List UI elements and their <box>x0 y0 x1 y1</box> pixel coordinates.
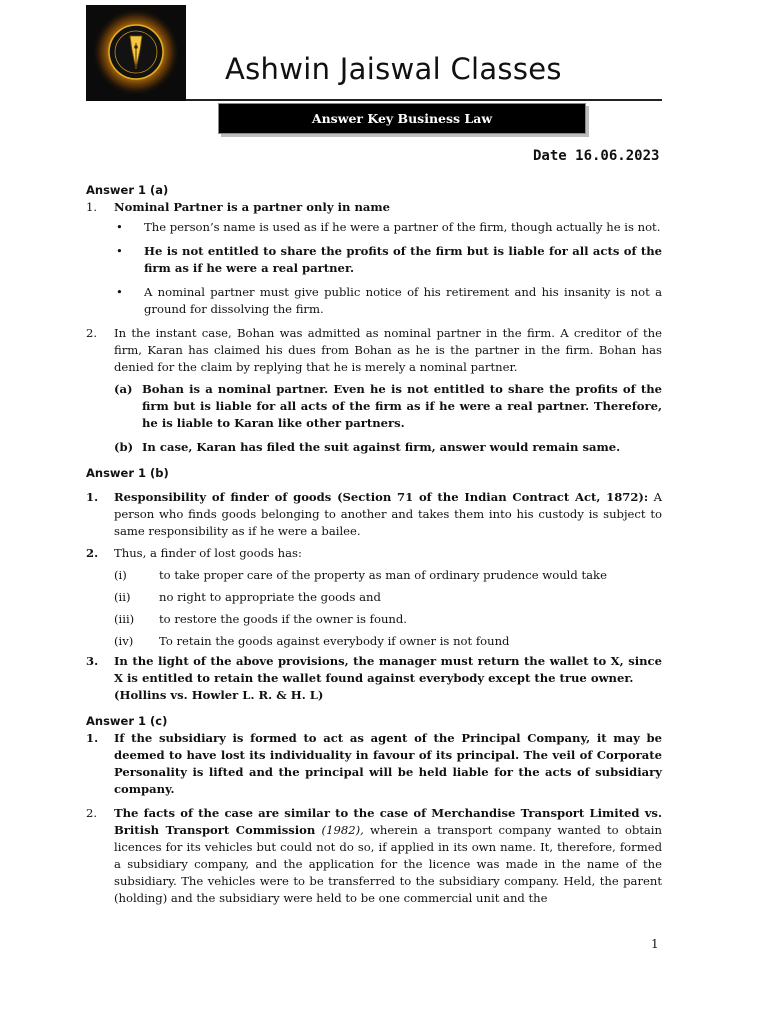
list-text: Nominal Partner is a partner only in name <box>114 200 391 214</box>
roman-item <box>114 589 662 606</box>
answer-1c-heading: Answer 1 (c) <box>86 714 168 728</box>
answer-1b-point-1 <box>86 489 662 540</box>
answer-content <box>86 180 662 907</box>
answer-1a-point-2 <box>86 325 662 376</box>
roman-label: (iv) <box>114 634 134 648</box>
sub-label: (b) <box>114 440 134 454</box>
sub-item <box>114 381 662 432</box>
list-number: 2. <box>86 546 99 560</box>
case-year: (1982), <box>315 823 364 837</box>
list-text <box>114 489 662 540</box>
list-text <box>114 653 662 704</box>
bullet-item <box>114 219 662 236</box>
header-rule <box>186 99 662 101</box>
bullet-text: The person’s name is used as if he were a partner of the firm, though actually he is not. <box>144 220 661 234</box>
roman-text: to restore the goods if the owner is found. <box>159 612 407 626</box>
list-number: 3. <box>86 654 99 668</box>
list-text: Thus, a finder of lost goods has: <box>114 546 302 560</box>
answer-1b-point-3 <box>86 653 662 704</box>
list-text <box>114 805 662 907</box>
list-number: 2. <box>86 806 98 820</box>
sub-label: (a) <box>114 382 133 396</box>
list-number: 1. <box>86 490 99 504</box>
list-number: 1. <box>86 731 99 745</box>
sub-item <box>114 439 662 456</box>
bullet-text: A nominal partner must give public notice of his retirement and his insanity is not a ground for dissolving the firm. <box>144 285 662 316</box>
sub-text: In case, Karan has filed the suit against firm, answer would remain same. <box>142 440 621 454</box>
answer-1c-point-1 <box>86 730 662 798</box>
logo <box>86 5 186 101</box>
list-number: 1. <box>86 200 98 214</box>
answer-1b-heading: Answer 1 (b) <box>86 466 169 480</box>
brand-title: Ashwin Jaiswal Classes <box>225 52 562 86</box>
bullet-icon: • <box>116 244 123 258</box>
roman-item <box>114 567 662 584</box>
list-number: 2. <box>86 326 98 340</box>
bullet-icon: • <box>116 220 123 234</box>
list-text-rest: A person who finds goods belonging to another and takes them into his custody is subject to same responsibility as if he were a bailee. <box>114 490 662 538</box>
list-text-rest: wherein a transport company wanted to obtain licences for its vehicles but could not do so, if applied in its own name. It, therefore, formed a subsidiary company, and the application for the licence was made in the name of the subsidiary. The vehicles were to be transferred to the subsidiary company. Held, the parent (holding) and the subsidiary were held to be one commercial unit and the <box>114 823 662 905</box>
bullet-icon: • <box>116 285 123 299</box>
list-text-main: In the light of the above provisions, the manager must return the wallet to X, since X is entitled to retain the wallet found against everybody except the true owner. <box>114 654 662 685</box>
pen-nib-logo-icon <box>86 5 186 101</box>
bullet-item <box>114 243 662 277</box>
bullet-item <box>114 284 662 318</box>
roman-text: to take proper care of the property as man of ordinary prudence would take <box>159 568 607 582</box>
answer-1b-point-2 <box>86 545 662 562</box>
roman-label: (i) <box>114 568 127 582</box>
list-text-bold: The facts of the case are similar to the case of Merchandise Transport Limited vs. British Transport Commission <box>114 806 662 837</box>
case-citation: (Hollins vs. Howler L. R. & H. L) <box>114 688 324 702</box>
answer-1a-point-1 <box>86 199 662 216</box>
answer-1a-heading: Answer 1 (a) <box>86 183 169 197</box>
roman-text: no right to appropriate the goods and <box>159 590 381 604</box>
roman-text: To retain the goods against everybody if owner is not found <box>159 634 510 648</box>
list-text-bold: Responsibility of finder of goods (Section 71 of the Indian Contract Act, 1872): <box>114 490 649 504</box>
document-date: Date 16.06.2023 <box>533 148 660 164</box>
roman-item <box>114 611 662 628</box>
sub-text: Bohan is a nominal partner. Even he is not entitled to share the profits of the firm but is liable for all acts of the firm as if he were a real partner. Therefore, he is liable to Karan like other partners. <box>142 382 662 430</box>
list-text: If the subsidiary is formed to act as agent of the Principal Company, it may be deemed to have lost its individuality in favour of its principal. The veil of Corporate Personality is lifted and the principal will be held liable for the acts of subsidiary company. <box>114 731 662 796</box>
bullet-text: He is not entitled to share the profits of the firm but is liable for all acts of the firm as if he were a real partner. <box>144 244 662 275</box>
document-banner: Answer Key Business Law <box>218 103 586 134</box>
roman-label: (ii) <box>114 590 131 604</box>
page-number: 1 <box>651 937 659 951</box>
roman-item <box>114 633 662 650</box>
answer-1c-point-2 <box>86 805 662 907</box>
roman-label: (iii) <box>114 612 135 626</box>
list-text: In the instant case, Bohan was admitted as nominal partner in the firm. A creditor of the firm, Karan has claimed his dues from Bohan as he is the partner in the firm. Bohan has denied for the claim by replying that he is merely a nominal partner. <box>114 326 662 374</box>
